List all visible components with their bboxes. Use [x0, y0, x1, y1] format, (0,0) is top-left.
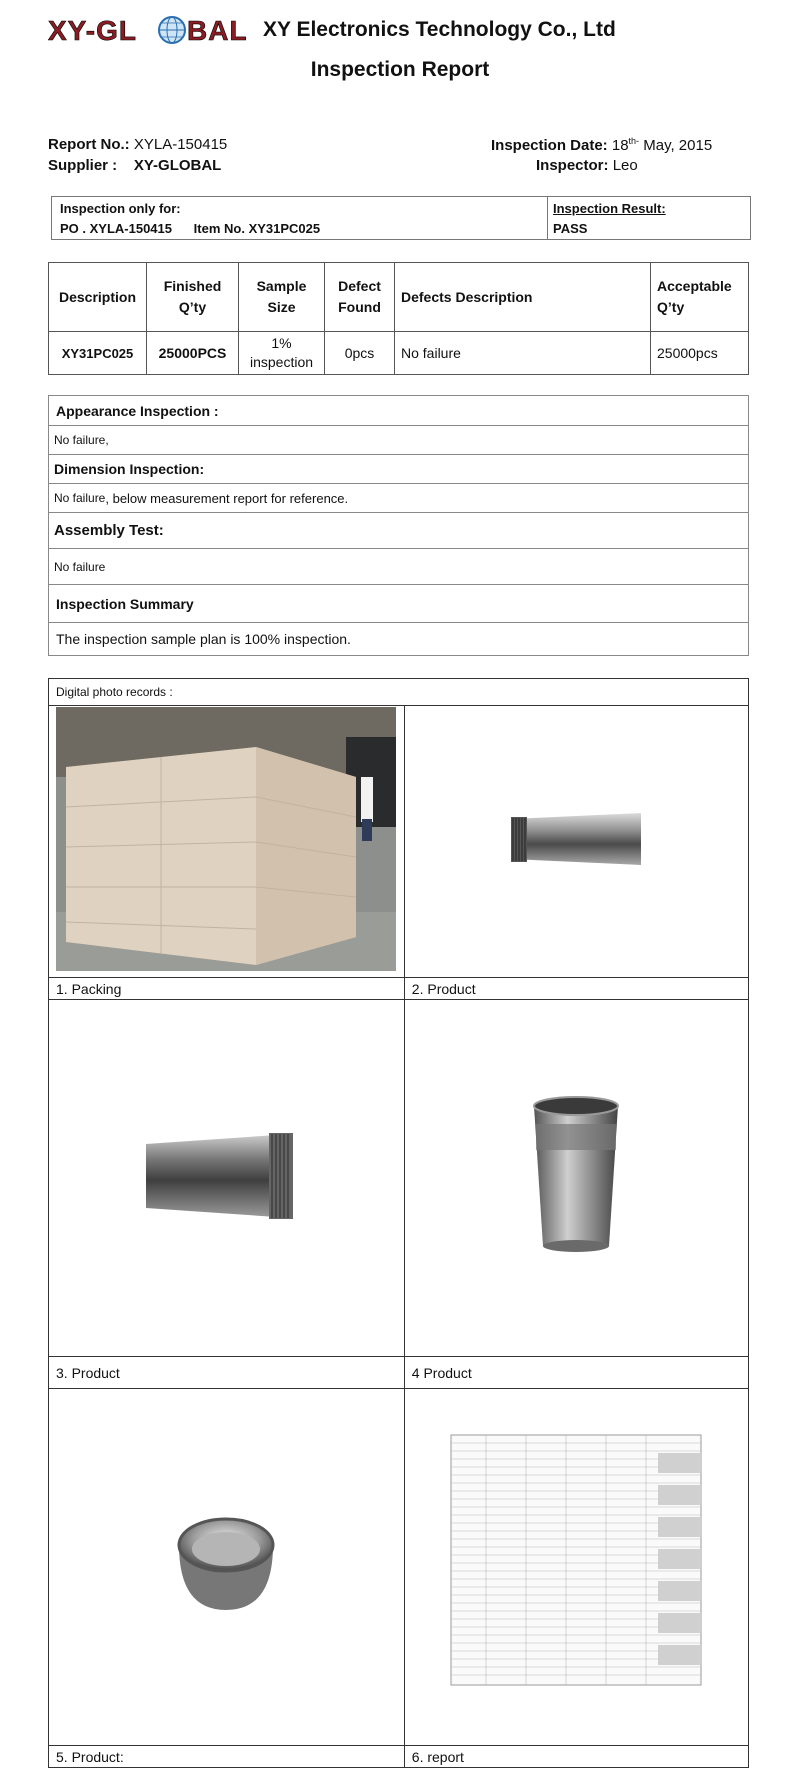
summary-text: The inspection sample plan is 100% inspection.: [56, 631, 351, 647]
scope-po-item: PO . XYLA-150415 Item No. XY31PC025: [60, 221, 321, 236]
col-defects-description: Defects Description: [395, 263, 651, 332]
photo-cell-product-3: [49, 1000, 405, 1357]
table-row: XY31PC025 25000PCS 1% inspection 0pcs No failure 25000pcs: [49, 332, 749, 375]
col-acceptable-qty: Acceptable Q’ty: [651, 263, 749, 332]
appearance-text: No failure,: [49, 426, 748, 455]
company-logo: [48, 10, 248, 50]
inspection-sections: [48, 395, 749, 656]
table-header-row: [49, 263, 749, 332]
col-finished-qty: Finished Q’ty: [147, 263, 239, 332]
caption-6: 6. report: [404, 1746, 748, 1768]
product-photo-5: [171, 1515, 281, 1615]
inspection-date: Inspection Date: $18^{th-}$ May, 2015: [491, 136, 713, 154]
caption-3: 3. Product: [49, 1357, 405, 1389]
scope-label: Inspection only for:: [60, 201, 181, 216]
quantity-table: [48, 262, 749, 375]
col-defect-found: Defect Found: [325, 263, 395, 332]
dimension-title: Dimension Inspection:: [49, 455, 748, 484]
measurement-report-image: [436, 1425, 716, 1705]
report-title: Inspection Report: [310, 58, 490, 81]
assembly-title: Assembly Test:: [49, 513, 748, 549]
appearance-title: Appearance Inspection :: [49, 396, 748, 426]
photo-records-title: Digital photo records :: [49, 679, 749, 706]
caption-5: 5. Product:: [49, 1746, 405, 1768]
photo-records-table: [48, 678, 749, 1768]
svg-text:BAL: BAL: [187, 15, 248, 46]
product-photo-3: [141, 1126, 311, 1226]
dimension-text: No failure , below measurement report for reference.: [49, 484, 748, 513]
assembly-text: No failure: [49, 549, 748, 585]
photo-cell-product-2: [404, 706, 748, 978]
photo-cell-product-5: [49, 1389, 405, 1746]
caption-1: 1. Packing: [49, 978, 405, 1000]
document-header: [48, 8, 752, 58]
product-photo-2: [501, 799, 651, 879]
company-name: XY Electronics Technology Co., Ltd: [263, 18, 616, 41]
photo-cell-report: [404, 1389, 748, 1746]
product-photo-4: [531, 1096, 621, 1256]
col-sample-size: Sample Size: [239, 263, 325, 332]
result-label: Inspection Result:: [553, 201, 666, 216]
supplier: Supplier : XY-GLOBAL: [48, 157, 222, 174]
photo-cell-product-4: [404, 1000, 748, 1357]
summary-title: Inspection Summary: [49, 585, 748, 623]
packing-photo: [56, 707, 396, 971]
caption-4: 4 Product: [404, 1357, 748, 1389]
result-value: PASS: [553, 221, 588, 236]
report-number: Report No.: XYLA-150415: [48, 136, 228, 153]
caption-2: 2. Product: [404, 978, 748, 1000]
col-description: Description: [49, 263, 147, 332]
inspection-scope-box: [51, 196, 751, 240]
photo-cell-packing: [49, 706, 405, 978]
svg-text:XY-GL: XY-GL: [48, 15, 138, 46]
inspector: Inspector: Leo: [536, 157, 638, 174]
